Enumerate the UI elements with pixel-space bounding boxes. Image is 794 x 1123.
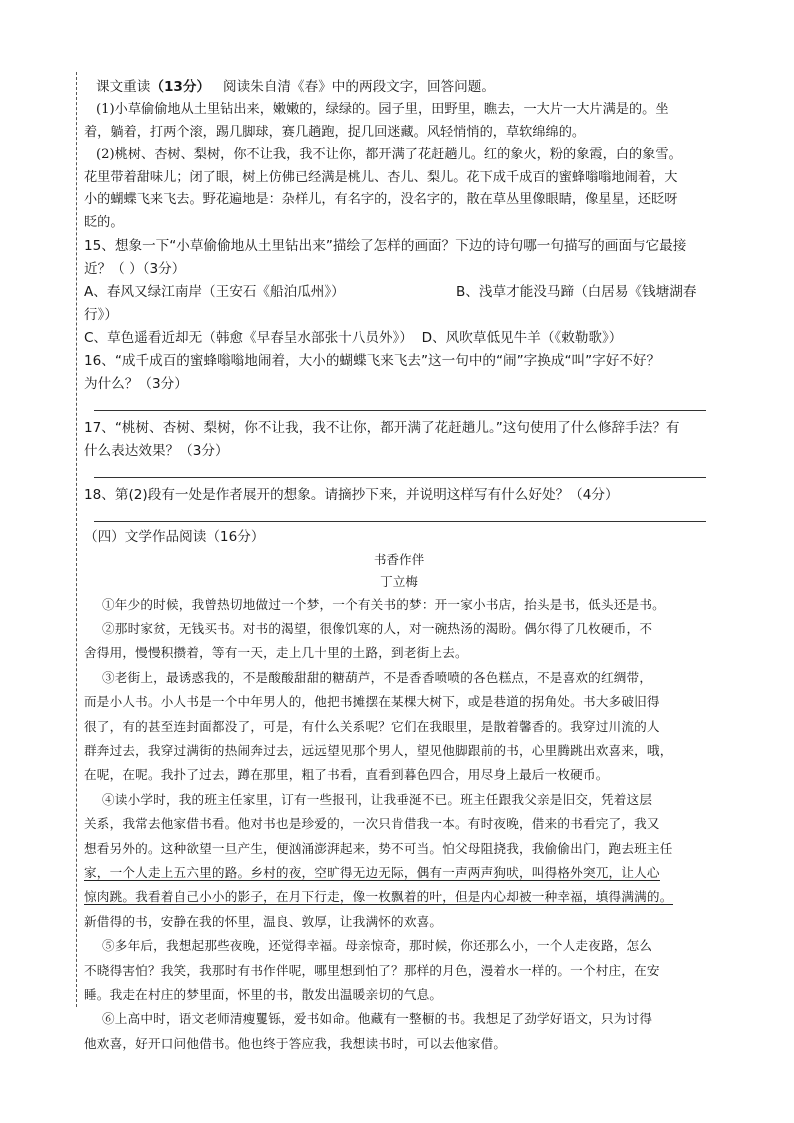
q17-line1: 17、“桃树、杏树、梨树，你不让我，我不让你，都开满了花赶趟儿。”这句使用了什么修辞手法？有: [84, 419, 680, 436]
heading-rest: 阅读朱自清《春》中的两段文字，回答问题。: [223, 79, 495, 95]
story-p5-line1: ⑤多年后，我想起那些夜晚，还觉得幸福。母亲惊奇，那时候，你还那么小，一个人走夜路，怎么: [102, 938, 653, 954]
story-title: 书香作伴: [373, 551, 425, 567]
story-p4-line3: 想看另外的。这种欲望一旦产生，便汹涌澎湃起来，势不可当。怕父母阻挠我，我偷偷出门，跑去班主任: [84, 840, 673, 856]
underlined-text-2: 惊肉跳。我看着自己小小的影子，在月下行走，像一枚飘着的叶，但是内心却被一种幸福，填得满满的。: [84, 889, 673, 905]
story-author: 丁立梅: [380, 573, 418, 589]
q17-line2: 什么表达效果？（3分）: [84, 442, 229, 459]
underlined-text-1: 家，一个人走上五六里的路。乡村的夜，空旷得无边无际，偶有一声两声狗吠，叫得格外突兀，让人心: [84, 865, 660, 881]
story-p3-line1: ③老街上，最诱惑我的，不是酸酸甜甜的糖葫芦，不是香香喷喷的各色糕点，不是喜欢的红绸带，: [102, 669, 653, 685]
q15-option-b-cont: 行》）: [84, 306, 118, 323]
worksheet-content: [84, 76, 714, 1056]
reading-heading: [84, 76, 714, 99]
story-p4-line1: ④读小学时，我的班主任家里，订有一些报刊，让我垂涎不已。班主任跟我父亲是旧交，凭着这层: [102, 791, 653, 807]
q15-option-c: C、草色遥看近却无（韩愈《早春呈水部张十八员外》）: [84, 329, 413, 346]
story-p2-line2: 舍得用，慢慢积攒着，等有一天，走上几十里的土路，到老街上去。: [84, 645, 468, 661]
q15-option-a: A、春风又绿江南岸（王安石《船泊瓜州》）: [84, 283, 345, 300]
story-p3-line4: 群奔过去，我穿过满街的热闹奔过去，远远望见那个男人，望见他脚跟前的书，心里腾跳出欢喜来，哦，: [84, 743, 673, 758]
story-p5-line2: 不晓得害怕？我笑，我那时有书作伴呢，哪里想到怕了？那样的月色，漫着水一样的。一个村庄，在安: [84, 962, 660, 978]
q17-answer-line[interactable]: [94, 463, 706, 478]
spring-para1-line1: (1)小草偷偷地从土里钻出来，嫩嫩的，绿绿的。园子里，田野里，瞧去，一大片一大片满是的。坐: [96, 102, 669, 117]
spring-para2-line4: 眨的。: [84, 214, 124, 230]
story-p4-underlined-line2: [84, 885, 714, 909]
q15-options-row1: [84, 281, 714, 304]
q18-answer-line[interactable]: [94, 507, 706, 522]
story-p1-line1: ①年少的时候，我曾热切地做过一个梦，一个有关书的梦：开一家小书店，抬头是书，低头还是书。: [102, 596, 665, 612]
heading-prefix: 课文重读: [96, 79, 151, 95]
literature-heading: （四）文学作品阅读（16分）: [84, 528, 265, 545]
story-p2-line1: ②那时家贫，无钱买书。对书的渴望，很像饥寒的人，对一碗热汤的渴盼。偶尔得了几枚硬币，不: [102, 620, 653, 636]
spring-para2-line3: 小的蝴蝶飞来飞去。野花遍地是：杂样儿，有名字的，没名字的，散在草丛里像眼睛，像星星，还眨呀: [84, 192, 678, 208]
q15-option-b: B、浅草才能没马蹄（白居易《钱塘湖春: [456, 283, 697, 300]
story-p4-line2: 关系，我常去他家借书看。他对书也是珍爱的，一次只肯借我一本。有时夜晚，借来的书看完了，我又: [84, 816, 660, 832]
story-p6-line1: ⑥上高中时，语文老师清瘦矍铄，爱书如命。他藏有一整橱的书。我想足了劲学好语文，只为讨得: [102, 1011, 653, 1027]
story-p3-line5: 在呢，在呢。我扑了过去，蹲在那里，粗了书看，直看到暮色四合，用尽身上最后一枚硬币。: [84, 767, 609, 783]
story-p6-line2: 他欢喜，好开口问他借书。他也终于答应我，我想读书时，可以去他家借。: [84, 1035, 507, 1051]
story-p4-underlined-line1: [84, 861, 714, 885]
story-p3-line2: 而是小人书。小人书是一个中年男人的，他把书摊摆在某棵大树下，或是巷道的拐角处。书大多破旧得: [84, 694, 660, 710]
story-p5-line3: 睡。我走在村庄的梦里面，怀里的书，散发出温暖亲切的气息。: [84, 987, 443, 1003]
story-p3-line3: 很了，有的甚至连封面都没了，可是，有什么关系呢？它们在我眼里，是散着馨香的。我穿过川流的人: [84, 718, 660, 734]
q15-options-row3: [84, 327, 714, 350]
q16-answer-line[interactable]: [94, 396, 706, 411]
spring-para2-line1: (2)桃树、杏树、梨树，你不让我，我不让你，都开满了花赶趟儿。红的象火，粉的象霞，白的象雪。: [96, 147, 682, 163]
heading-score: （13分）: [150, 79, 211, 95]
spring-para1-line2: 着，躺着，打两个滚，踢几脚球，赛几趟跑，捉几回迷藏。风轻悄悄的，草软绵绵的。: [84, 124, 586, 140]
q16-line1: 16、“成千成百的蜜蜂嗡嗡地闹着，大小的蝴蝶飞来飞去”这一句中的“闹”字换成“叫”字好不好？: [84, 352, 661, 369]
q16-line2: 为什么？（3分）: [84, 375, 188, 392]
q15-line1: 15、想象一下“小草偷偷地从土里钻出来”描绘了怎样的画面？下边的诗句哪一句描写的画面与它最接: [84, 237, 687, 254]
q15-line2: 近？（ ）（3分）: [84, 260, 186, 277]
spring-para2-line2: 花里带着甜味儿；闭了眼，树上仿佛已经满是桃儿、杏儿、梨儿。花下成千成百的蜜蜂嗡嗡地闹着，大: [84, 169, 678, 185]
story-p4-line-end: 新借得的书，安静在我的怀里，温良、敦厚，让我满怀的欢喜。: [84, 913, 443, 929]
binding-dashed-line: [76, 72, 77, 1007]
q18-line: 18、第(2)段有一处是作者展开的想象。请摘抄下来，并说明这样写有什么好处？（4分）: [84, 486, 619, 503]
q15-option-d: D、风吹草低见牛羊（《敕勒歌》）: [421, 329, 623, 346]
